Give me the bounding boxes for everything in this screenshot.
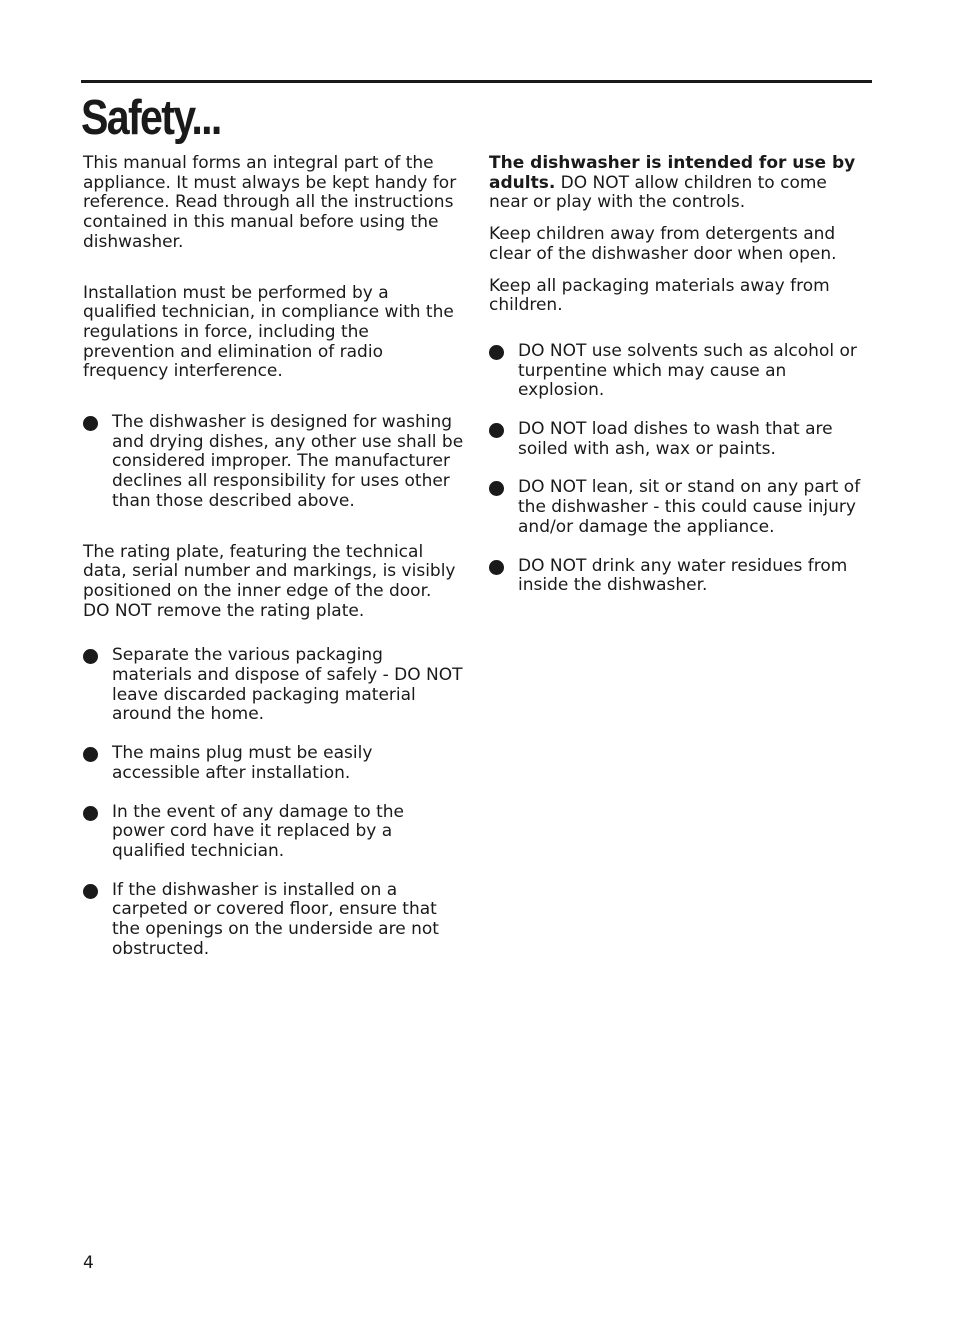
bullet-item-packaging xyxy=(83,646,468,725)
bullet-text: DO NOT load dishes to wash that are soiled with ash, wax or paints. xyxy=(518,419,833,459)
bullet-item-designed xyxy=(83,413,468,512)
bullet-item-lean-sit xyxy=(489,478,864,537)
bullet-item-solvents xyxy=(489,342,864,401)
installation-paragraph: Installation must be performed by a qualified technician, in compliance with the regulations in force, including the prevention and elimination of radio frequency interference. xyxy=(83,282,454,382)
bullet-item-power-cord xyxy=(83,803,468,862)
page-title: Safety... xyxy=(81,91,221,145)
bullet-text: In the event of any damage to the power cord have it replaced by a qualified technician. xyxy=(112,801,404,861)
bullet-text: If the dishwasher is installed on a carpeted or covered floor, ensure that the openings on the underside are not obstructed. xyxy=(112,879,439,959)
adults-paragraph xyxy=(489,154,864,213)
bullet-text: The dishwasher is designed for washing and drying dishes, any other use shall be considered improper. The manufacturer declines all responsibility for uses other than those described above. xyxy=(112,412,464,511)
bullet-text: Separate the various packaging materials and dispose of safely - DO NOT leave discarded packaging material around the home. xyxy=(112,645,463,725)
bullet-item-soiled-dishes xyxy=(489,420,864,459)
bullet-dot-icon xyxy=(83,649,98,664)
bullet-item-mains-plug xyxy=(83,744,468,783)
header-rule xyxy=(81,80,872,83)
bullet-text: The mains plug must be easily accessible after installation. xyxy=(112,743,373,783)
bullet-text: DO NOT lean, sit or stand on any part of the dishwasher - this could cause injury and/or damage the appliance. xyxy=(518,477,861,537)
bullet-item-carpet xyxy=(83,881,468,960)
detergents-paragraph: Keep children away from detergents and clear of the dishwasher door when open. xyxy=(489,224,837,264)
right-column xyxy=(489,154,864,596)
page-number: 4 xyxy=(83,1253,94,1273)
rating-plate-paragraph: The rating plate, featuring the technical data, serial number and markings, is visibly positioned on the inner edge of the door. DO NOT remove the rating plate. xyxy=(83,541,456,621)
bullet-text: DO NOT use solvents such as alcohol or turpentine which may cause an explosion. xyxy=(518,340,857,401)
bullet-dot-icon xyxy=(489,560,504,575)
bullet-dot-icon xyxy=(83,806,98,821)
packaging-paragraph: Keep all packaging materials away from children. xyxy=(489,275,830,316)
adults-bold-text: The dishwasher is intended for use by adults. xyxy=(489,153,856,193)
bullet-dot-icon xyxy=(489,345,504,360)
bullet-text: DO NOT drink any water residues from inside the dishwasher. xyxy=(518,555,848,596)
bullet-dot-icon xyxy=(489,481,504,496)
intro-paragraph: This manual forms an integral part of the appliance. It must always be kept handy for reference. Read through all the instructions contained in this manual before using the dishwasher. xyxy=(83,153,457,252)
bullet-dot-icon xyxy=(489,423,504,438)
adults-rest-text: DO NOT allow children to come near or play with the controls. xyxy=(489,172,827,213)
bullet-dot-icon xyxy=(83,884,98,899)
bullet-dot-icon xyxy=(83,747,98,762)
bullet-item-water-residues xyxy=(489,557,864,596)
bullet-dot-icon xyxy=(83,416,98,431)
left-column xyxy=(83,154,468,960)
